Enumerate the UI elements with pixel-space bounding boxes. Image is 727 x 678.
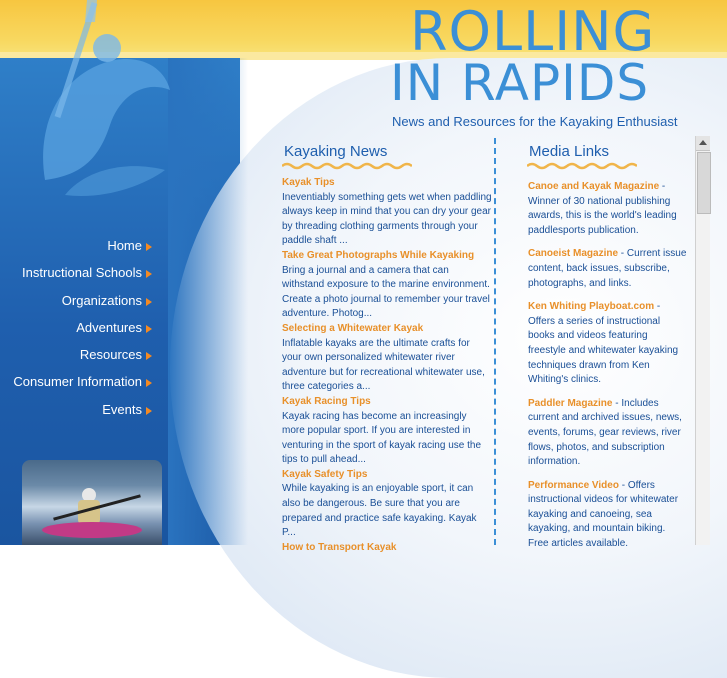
media-item-description: - Current issue content, back issues, subscribe, photographs, and links. [528, 248, 687, 289]
nav-item-label: Resources [79, 347, 142, 363]
nav-item-instructional-schools[interactable] [0, 263, 156, 290]
kayaker-photo [22, 460, 162, 545]
arrow-right-icon [146, 379, 152, 387]
site-title-line1: ROLLING [410, 0, 656, 63]
news-item-summary: Inflatable kayaks are the ultimate crafts for your own personalized whitewater river adventure but for recreational whitewater use, three categories a... [282, 337, 485, 393]
nav-item-label: Organizations [61, 292, 142, 308]
media-scrollbar[interactable] [695, 136, 710, 545]
nav-item-label: Home [107, 238, 142, 253]
media-item-link[interactable]: Performance Video [528, 479, 619, 491]
list-item [282, 249, 492, 322]
nav-item-label: Instructional Schools [22, 265, 142, 281]
media-heading-wave-icon [527, 162, 637, 170]
news-item-link[interactable]: Kayak Safety Tips [282, 468, 368, 480]
main-nav [0, 236, 156, 427]
column-divider [494, 138, 496, 545]
media-item-description: - Winner of 30 national publishing awards, this is the world's leading paddlesports publication. [528, 181, 677, 236]
arrow-right-icon [146, 243, 152, 251]
list-item [282, 395, 492, 468]
news-item-link[interactable]: Kayak Tips [282, 177, 335, 188]
news-item-link[interactable]: Take Great Photographs While Kayaking [282, 249, 475, 261]
news-item-summary: Ineventiably something gets wet when paddling always keep in mind that you can dry your gear by threading clothing garments through your paddle shaft ... [282, 191, 492, 247]
list-item [282, 541, 492, 556]
photo-kayak [42, 522, 142, 538]
arrow-right-icon [146, 352, 152, 360]
nav-item-home[interactable] [0, 236, 156, 263]
media-item-link[interactable]: Ken Whiting Playboat.com [528, 301, 655, 313]
kayaker-logo-icon [25, 0, 175, 210]
media-item-description: - Offers instructional videos for whitewater kayaking and canoeing, sea kayaking, and mountain biking. Free articles available. [528, 479, 679, 550]
news-list [282, 176, 492, 555]
list-item [528, 247, 688, 291]
scrollbar-thumb[interactable] [697, 152, 711, 214]
list-item [282, 176, 492, 249]
list-item [528, 300, 688, 388]
nav-item-events[interactable] [0, 400, 156, 427]
media-item-description: - Includes current and archived issues, news, events, forums, gear reviews, river flows, photos, and subscription information. [528, 397, 682, 468]
arrow-right-icon [146, 407, 152, 415]
nav-item-adventures[interactable] [0, 318, 156, 345]
nav-item-consumer-information[interactable] [0, 372, 156, 399]
list-item [528, 397, 688, 470]
media-item-description: - Offers a series of instructional books and videos featuring freestyle and whitewater kayaking techniques drawn from Ken Whiting's clinics. [528, 301, 679, 386]
list-item [282, 468, 492, 541]
scroll-up-icon[interactable] [696, 136, 710, 151]
site-title-line2: IN RAPIDS [390, 54, 650, 112]
media-list [528, 180, 688, 561]
nav-item-label: Consumer Information [13, 374, 142, 390]
news-item-summary: Bring a journal and a camera that can withstand exposure to the marine environment. Create a photo journal to remember your travel adventure. Photog... [282, 264, 490, 320]
media-item-link[interactable]: Canoe and Kayak Magazine [528, 181, 660, 192]
nav-item-label: Adventures [76, 319, 142, 335]
list-item [528, 479, 688, 552]
nav-item-resources[interactable] [0, 345, 156, 372]
media-item-link[interactable]: Paddler Magazine [528, 397, 613, 409]
news-item-summary: Kayak racing has become an increasingly more popular sport. If you are interested in venturing in the sport of kayak racing use the tips to pull ahead... [282, 410, 482, 466]
nav-item-label: Events [102, 401, 142, 417]
media-item-link[interactable]: Canoeist Magazine [528, 248, 619, 260]
news-heading-wave-icon [282, 162, 412, 170]
news-item-summary: While kayaking is an enjoyable sport, it can also be dangerous. Be sure that you are prepared and practice safe kayaking. Kayak P... [282, 483, 477, 539]
media-heading: Media Links [529, 143, 610, 160]
content-edge-shade [168, 58, 248, 545]
nav-item-organizations[interactable] [0, 291, 156, 318]
list-item [282, 322, 492, 395]
site-tagline: News and Resources for the Kayaking Enthusiast [392, 114, 678, 129]
arrow-right-icon [146, 325, 152, 333]
news-heading: Kayaking News [284, 143, 388, 160]
news-item-link[interactable]: Selecting a Whitewater Kayak [282, 322, 424, 334]
arrow-right-icon [146, 270, 152, 278]
news-item-link[interactable]: Kayak Racing Tips [282, 395, 371, 407]
list-item [528, 180, 688, 238]
arrow-right-icon [146, 298, 152, 306]
news-item-link[interactable]: How to Transport Kayak [282, 541, 397, 553]
